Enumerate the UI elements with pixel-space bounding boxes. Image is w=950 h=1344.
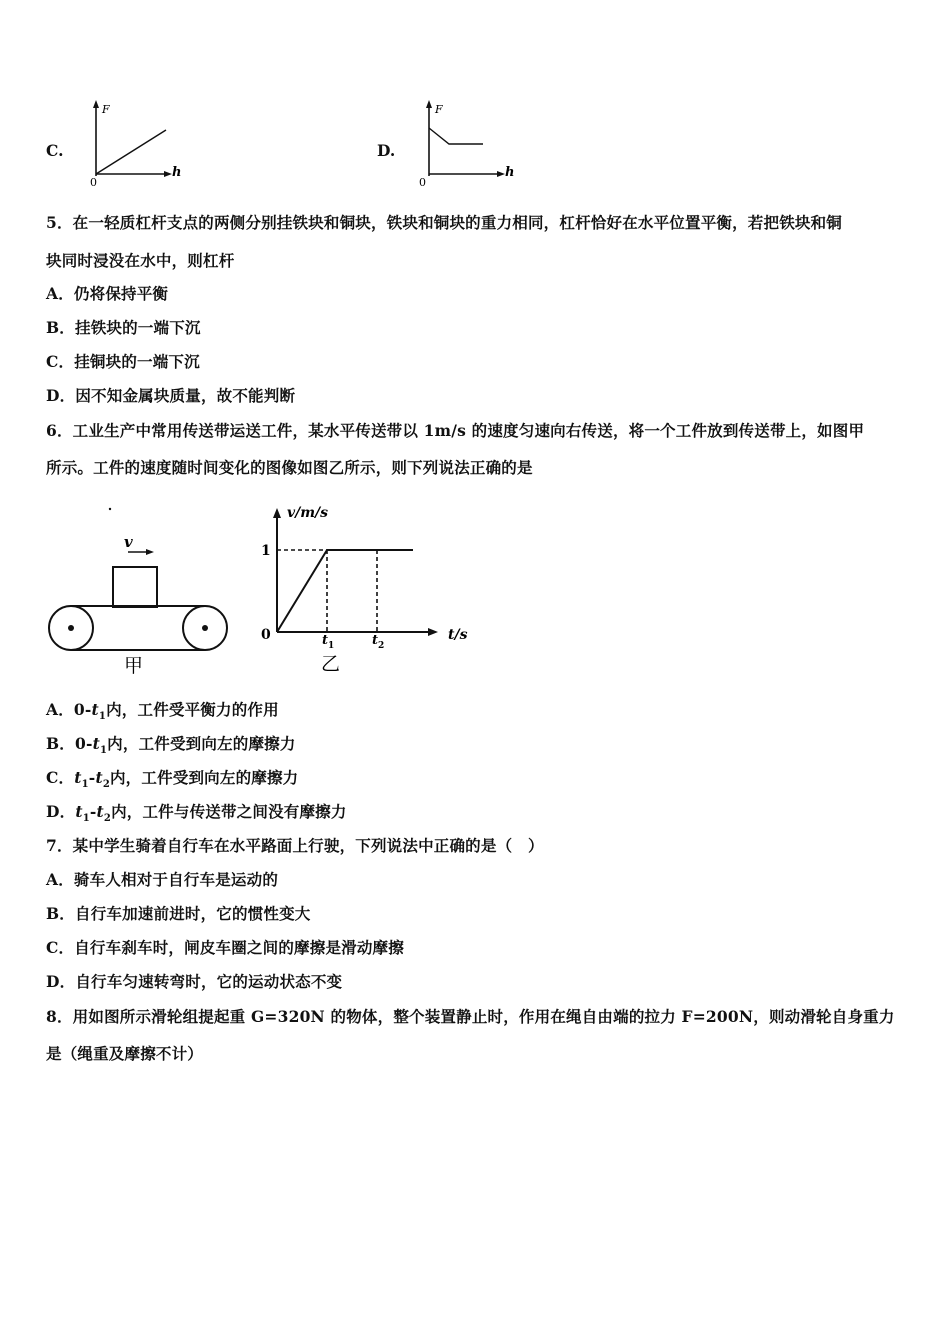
graph-d-y-label: F	[435, 103, 443, 116]
q8-stem-line2: 是（绳重及摩擦不计）	[46, 1044, 204, 1063]
q6-option-c: C．$t_1-t_2$内，工件受到向左的摩擦力	[46, 768, 299, 791]
right-pulley-axle	[202, 625, 208, 631]
q6-option-d: D．$t_1-t_2$内，工件与传送带之间没有摩擦力	[46, 802, 347, 825]
graph-d-line	[429, 128, 483, 144]
yi-x-label: t/s	[448, 627, 468, 643]
graph-c-y-arrow	[93, 100, 99, 108]
yi-y-arrow	[273, 508, 281, 518]
graph-c-origin: 0	[90, 176, 97, 188]
q7-option-b: B．自行车加速前进时，它的惯性变大	[46, 904, 311, 923]
velocity-arrow-head	[146, 549, 154, 555]
q7-stem: 7．某中学生骑着自行车在水平路面上行驶，下列说法中正确的是（ ）	[46, 836, 544, 855]
option-c-label: C.	[46, 141, 64, 160]
velocity-label: v	[124, 533, 133, 551]
graph-c-x-label: h	[172, 165, 182, 180]
yi-y-label: v/m/s	[287, 505, 329, 521]
graph-d-x-arrow	[497, 171, 505, 177]
q5-stem-line1: 5．在一轻质杠杆支点的两侧分别挂铁块和铜块，铁块和铜块的重力相同，杠杆恰好在水平位置平衡，若把铁块和铜	[46, 213, 842, 232]
workpiece-block	[113, 567, 157, 607]
figure-jia-caption: 甲	[124, 655, 144, 677]
figure-jia-dot	[109, 508, 111, 510]
graph-c	[80, 96, 190, 188]
q6-stem-line1: 6．工业生产中常用传送带运送工件，某水平传送带以 1m/s 的速度匀速向右传送，将一个工件放到传送带上，如图甲	[46, 421, 865, 440]
q5-stem-line2: 块同时浸没在水中，则杠杆	[46, 251, 235, 270]
graph-c-x-arrow	[164, 171, 172, 177]
left-pulley-axle	[68, 625, 74, 631]
q5-option-c: C．挂铜块的一端下沉	[46, 352, 200, 371]
option-d-label: D.	[377, 141, 396, 160]
yi-y-tick-1: 1	[261, 543, 271, 559]
figure-jia-conveyor	[40, 500, 245, 680]
q7-option-c: C．自行车刹车时，闸皮车圈之间的摩擦是滑动摩擦	[46, 938, 404, 957]
graph-c-y-label: F	[102, 103, 110, 116]
q6-option-a: A．$0-t_1$内，工件受平衡力的作用	[46, 700, 279, 723]
yi-t1-label: $t_1$	[322, 633, 335, 651]
graph-d-y-arrow	[426, 100, 432, 108]
figure-yi-caption: 乙	[321, 653, 341, 675]
q6-stem-line2: 所示。工件的速度随时间变化的图像如图乙所示，则下列说法正确的是	[46, 458, 533, 477]
q8-stem-line1: 8．用如图所示滑轮组提起重 G=320N 的物体，整个装置静止时，作用在绳自由端的拉力 F=200N，则动滑轮自身重力	[46, 1007, 895, 1026]
yi-t2-label: $t_2$	[372, 633, 385, 651]
graph-d-origin: 0	[419, 176, 426, 188]
yi-velocity-line	[277, 550, 413, 632]
graph-d	[413, 96, 523, 188]
yi-origin: 0	[261, 627, 271, 643]
q7-option-d: D．自行车匀速转弯时，它的运动状态不变	[46, 972, 343, 991]
graph-d-x-label: h	[505, 165, 515, 180]
q5-option-a: A．仍将保持平衡	[46, 284, 169, 303]
q5-option-d: D．因不知金属块质量，故不能判断	[46, 386, 296, 405]
graph-c-line	[96, 130, 166, 174]
q6-option-b: B．$0-t_1$内，工件受到向左的摩擦力	[46, 734, 296, 757]
yi-x-arrow	[428, 628, 438, 636]
q5-option-b: B．挂铁块的一端下沉	[46, 318, 201, 337]
q7-option-a: A．骑车人相对于自行车是运动的	[46, 870, 279, 889]
figure-yi-vt-graph	[255, 498, 480, 678]
